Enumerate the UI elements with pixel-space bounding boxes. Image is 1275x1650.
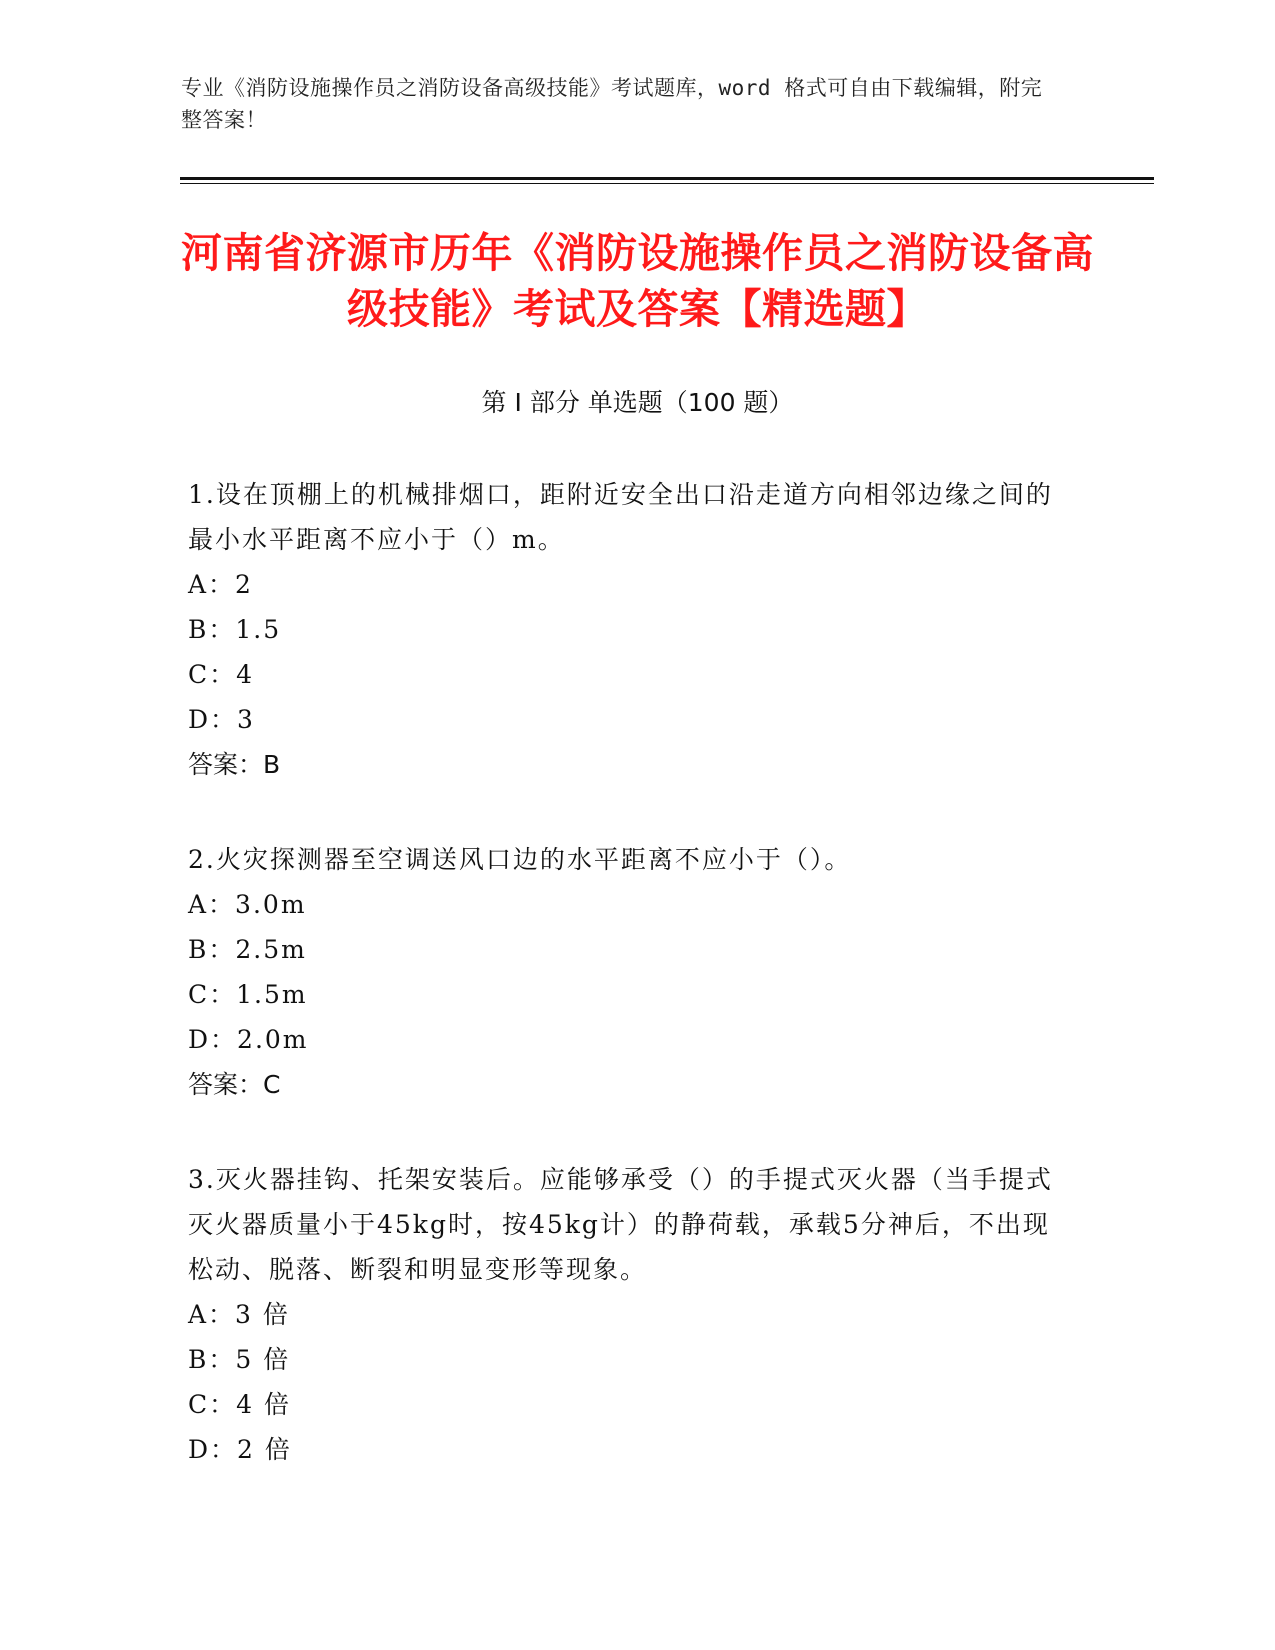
answer: 答案：C bbox=[188, 1070, 281, 1099]
question-stem: 1.设在顶棚上的机械排烟口，距附近安全出口沿走道方向相邻边缘之间的最小水平距离不应小于（）m。 bbox=[188, 480, 1053, 554]
option-d: D：2 倍 bbox=[188, 1435, 292, 1464]
option-a: A：2 bbox=[188, 570, 253, 599]
header-divider-thick bbox=[180, 177, 1154, 180]
question-2 bbox=[188, 837, 1068, 1107]
option-b: B：2.5m bbox=[188, 935, 307, 964]
option-c: C：4 bbox=[188, 660, 255, 689]
option-d: D：2.0m bbox=[188, 1025, 309, 1054]
question-1 bbox=[188, 472, 1068, 787]
answer: 答案：B bbox=[188, 750, 281, 779]
option-d: D：3 bbox=[188, 705, 255, 734]
option-a: A：3 倍 bbox=[188, 1300, 290, 1329]
option-b: B：5 倍 bbox=[188, 1345, 291, 1374]
question-stem: 2.火灾探测器至空调送风口边的水平距离不应小于（）。 bbox=[188, 845, 852, 874]
header-note: 专业《消防设施操作员之消防设备高级技能》考试题库，word 格式可自由下载编辑，附完整答案！ bbox=[181, 76, 1043, 132]
question-list bbox=[188, 472, 1068, 1522]
section-title: 第 I 部分 单选题（100 题） bbox=[481, 388, 794, 417]
option-c: C：4 倍 bbox=[188, 1390, 291, 1419]
document-title: 河南省济源市历年《消防设施操作员之消防设备高级技能》考试及答案【精选题】 bbox=[181, 229, 1094, 333]
question-stem: 3.灭火器挂钩、托架安装后。应能够承受（）的手提式灭火器（当手提式灭火器质量小于45kg时，按45kg计）的静荷载，承载5分神后，不出现松动、脱落、断裂和明显变形等现象。 bbox=[188, 1165, 1053, 1284]
option-a: A：3.0m bbox=[188, 890, 307, 919]
option-b: B：1.5 bbox=[188, 615, 282, 644]
option-c: C：1.5m bbox=[188, 980, 308, 1009]
question-3 bbox=[188, 1157, 1068, 1472]
header-divider-thin bbox=[180, 183, 1154, 184]
